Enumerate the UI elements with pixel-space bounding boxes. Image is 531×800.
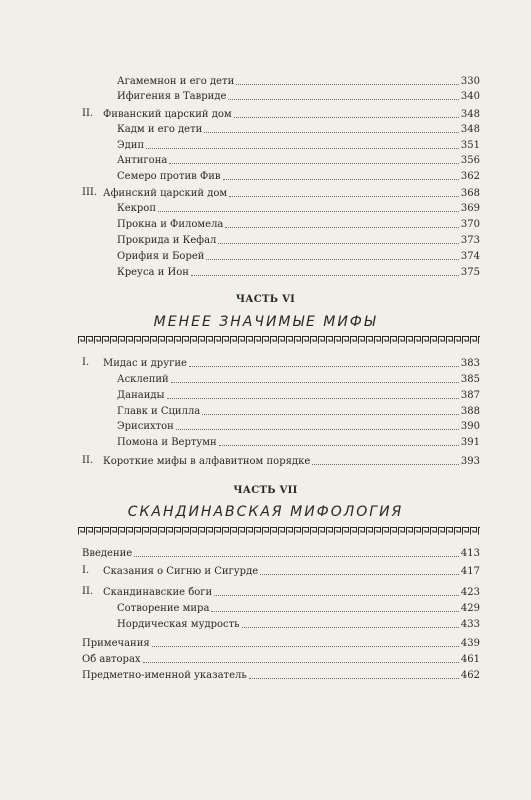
leader-dots (189, 366, 459, 367)
toc-entry (117, 436, 480, 449)
entry-title: Примечания (82, 638, 150, 649)
roman-numeral: II. (82, 455, 94, 466)
entry-page: 388 (460, 406, 480, 417)
leader-dots (225, 227, 459, 228)
leader-dots (228, 99, 459, 100)
entry-page: 330 (460, 76, 480, 87)
leader-dots (171, 382, 459, 383)
leader-dots (206, 259, 458, 260)
entry-title: Прокна и Филомела (117, 219, 224, 230)
toc-entry (117, 618, 480, 631)
entry-title: Сотворение мира (117, 603, 210, 614)
toc-entry (117, 75, 480, 88)
toc-entry (117, 250, 480, 263)
group-page: 417 (460, 566, 480, 577)
group-title: Афинский царский дом (103, 188, 228, 199)
toc-backmatter-entry (82, 653, 480, 666)
leader-dots (146, 148, 459, 149)
group-page: 348 (460, 109, 480, 120)
toc-entry (117, 170, 480, 183)
leader-dots (211, 611, 458, 612)
toc-entry (117, 139, 480, 152)
entry-title: Антигона (117, 155, 168, 166)
entry-page: 390 (460, 421, 480, 432)
entry-title: Асклепий (117, 374, 169, 385)
entry-page: 351 (460, 140, 480, 151)
toc-group-heading (103, 108, 480, 121)
leader-dots (219, 445, 459, 446)
group-title: Короткие мифы в алфавитном порядке (103, 456, 311, 467)
entry-title: Предметно-именной указатель (82, 670, 247, 681)
entry-title: Эдип (117, 140, 145, 151)
group-title: Скандинавские боги (103, 587, 213, 598)
meander-ornament (78, 527, 480, 535)
entry-page: 433 (460, 619, 480, 630)
toc-group-heading (103, 565, 480, 578)
entry-title: Креуса и Ион (117, 267, 189, 278)
entry-page: 439 (460, 638, 480, 649)
entry-page: 391 (460, 437, 480, 448)
roman-numeral: II. (82, 108, 94, 119)
toc-entry (117, 389, 480, 402)
roman-numeral: III. (82, 187, 98, 198)
roman-numeral: I. (82, 357, 90, 368)
entry-page: 429 (460, 603, 480, 614)
entry-page: 370 (460, 219, 480, 230)
toc-intro (82, 547, 480, 560)
entry-page: 373 (460, 235, 480, 246)
entry-page: 461 (460, 654, 480, 665)
entry-title: Орифия и Борей (117, 251, 205, 262)
toc-entry (117, 420, 480, 433)
entry-page: 356 (460, 155, 480, 166)
part-label: ЧАСТЬ VI (235, 294, 296, 305)
leader-dots (242, 627, 459, 628)
meander-ornament (78, 336, 480, 344)
entry-title: Прокрида и Кефал (117, 235, 217, 246)
entry-page: 385 (460, 374, 480, 385)
entry-page: 362 (460, 171, 480, 182)
entry-page: 340 (460, 91, 480, 102)
toc-entry (117, 202, 480, 215)
leader-dots (249, 678, 459, 679)
leader-dots (260, 574, 459, 575)
leader-dots (143, 662, 459, 663)
leader-dots (234, 117, 459, 118)
entry-page: 375 (460, 267, 480, 278)
roman-numeral: II. (82, 586, 94, 597)
entry-title: Кекроп (117, 203, 156, 214)
entry-title: Введение (82, 548, 133, 559)
entry-title: Агамемнон и его дети (117, 76, 235, 87)
toc-entry (117, 90, 480, 103)
roman-numeral: I. (82, 565, 90, 576)
part-title: СКАНДИНАВСКАЯ МИФОЛОГИЯ (127, 504, 404, 520)
toc-group-heading (103, 357, 480, 370)
entry-page: 387 (460, 390, 480, 401)
leader-dots (229, 196, 459, 197)
entry-title: Данаиды (117, 390, 165, 401)
leader-dots (191, 275, 459, 276)
entry-title: Главк и Сцилла (117, 406, 201, 417)
leader-dots (167, 398, 459, 399)
group-title: Сказания о Сигню и Сигурде (103, 566, 259, 577)
toc-entry (117, 218, 480, 231)
entry-title: Семеро против Фив (117, 171, 221, 182)
leader-dots (134, 556, 459, 557)
entry-page: 374 (460, 251, 480, 262)
part-label: ЧАСТЬ VII (233, 485, 298, 496)
entry-page: 462 (460, 670, 480, 681)
group-page: 393 (460, 456, 480, 467)
toc-group-heading (103, 187, 480, 200)
toc-group-heading (103, 455, 480, 468)
entry-title: Эрисихтон (117, 421, 174, 432)
toc-entry (117, 154, 480, 167)
leader-dots (218, 243, 459, 244)
toc-entry (117, 602, 480, 615)
part-title: МЕНЕЕ ЗНАЧИМЫЕ МИФЫ (153, 314, 378, 330)
entry-title: Помона и Вертумн (117, 437, 217, 448)
toc-group-heading (103, 586, 480, 599)
entry-page: 348 (460, 124, 480, 135)
toc-entry (117, 123, 480, 136)
toc-backmatter-entry (82, 637, 480, 650)
entry-title: Кадм и его дети (117, 124, 203, 135)
leader-dots (214, 595, 459, 596)
leader-dots (223, 179, 459, 180)
group-page: 383 (460, 358, 480, 369)
toc-entry (117, 405, 480, 418)
leader-dots (312, 464, 459, 465)
toc-entry (117, 234, 480, 247)
entry-title: Ифигения в Тавриде (117, 91, 227, 102)
leader-dots (204, 132, 459, 133)
group-page: 423 (460, 587, 480, 598)
leader-dots (176, 429, 459, 430)
leader-dots (202, 414, 459, 415)
toc-entry (117, 373, 480, 386)
group-title: Мидас и другие (103, 358, 187, 369)
entry-page: 413 (460, 548, 480, 559)
leader-dots (152, 646, 459, 647)
leader-dots (236, 84, 459, 85)
entry-title: Об авторах (82, 654, 141, 665)
group-title: Фиванский царский дом (103, 109, 232, 120)
leader-dots (169, 163, 459, 164)
group-page: 368 (460, 188, 480, 199)
leader-dots (158, 211, 459, 212)
entry-page: 369 (460, 203, 480, 214)
toc-backmatter-entry (82, 669, 480, 682)
toc-entry (117, 266, 480, 279)
entry-title: Нордическая мудрость (117, 619, 240, 630)
